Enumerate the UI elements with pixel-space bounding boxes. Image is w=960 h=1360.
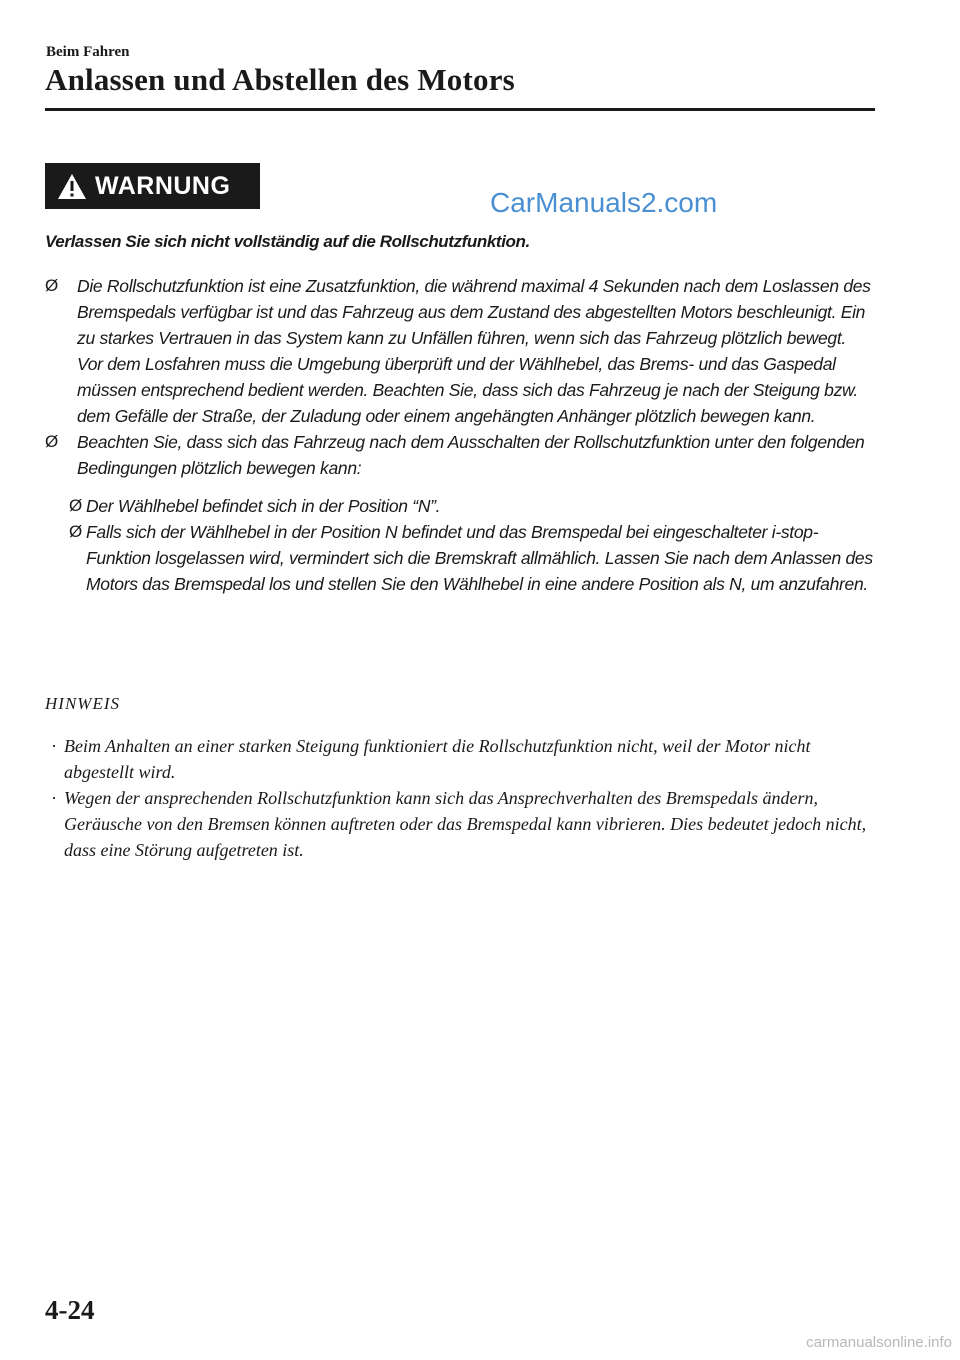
warning-triangle-icon: [57, 173, 87, 200]
watermark-text: CarManuals2.com: [490, 187, 718, 218]
warning-sub-item: [69, 519, 875, 597]
arrow-bullet-icon: Ø: [45, 432, 58, 451]
warning-item-text: Beachten Sie, dass sich das Fahrzeug nach dem Ausschalten der Rollschutzfunktion unter den folgenden Bedingungen plötzlich bewegen kann:: [77, 432, 865, 478]
warning-label: WARNUNG: [95, 171, 231, 200]
note-heading: HINWEIS: [45, 694, 120, 713]
page-number: 4-24: [45, 1295, 95, 1325]
note-item-text: Beim Anhalten an einer starken Steigung funktioniert die Rollschutzfunktion nicht, weil der Motor nicht abgestellt wird.: [64, 736, 811, 782]
warning-heading: Verlassen Sie sich nicht vollständig auf die Rollschutzfunktion.: [45, 232, 530, 251]
title-divider: [45, 108, 875, 111]
bullet-dot: ·: [51, 788, 57, 808]
warning-badge: [45, 163, 260, 209]
note-item: [45, 785, 875, 863]
warning-sub-item: [69, 493, 875, 519]
page-title: Anlassen und Abstellen des Motors: [45, 62, 515, 97]
arrow-bullet-icon: Ø: [45, 276, 58, 295]
warning-sub-item-text: Falls sich der Wählhebel in der Position N befindet und das Bremspedal bei eingeschalteter i-stop-Funktion losgelassen wird, vermindert sich die Bremskraft allmählich. Lassen Sie nach dem Anlassen des Motors das Bremspedal los und stellen Sie den Wählhebel in eine andere Position als N, um anzufahren.: [86, 522, 873, 594]
warning-body: [45, 273, 875, 597]
arrow-bullet-icon: Ø: [69, 522, 82, 541]
section-label: Beim Fahren: [46, 44, 130, 60]
footer-site-link[interactable]: carmanualsonline.info: [806, 1334, 952, 1351]
note-list: [45, 733, 875, 863]
arrow-bullet-icon: Ø: [69, 496, 82, 515]
bullet-dot: ·: [51, 736, 57, 756]
warning-item: [45, 429, 875, 481]
warning-sub-item-text: Der Wählhebel befindet sich in der Position “N”.: [86, 496, 441, 516]
warning-item: [45, 273, 875, 429]
warning-item-text: Die Rollschutzfunktion ist eine Zusatzfunktion, die während maximal 4 Sekunden nach dem Loslassen des Bremspedals verfügbar ist und das Fahrzeug aus dem Zustand des abgestellten Motors beschleunigt. Ein zu starkes Vertrauen in das System kann zu Unfällen führen, wenn sich das Fahrzeug plötzlich bewegt. Vor dem Losfahren muss die Umgebung überprüft und der Wählhebel, das Brems- und das Gaspedal müssen entsprechend bedient werden. Beachten Sie, dass sich das Fahrzeug je nach der Steigung bzw. dem Gefälle der Straße, der Zuladung oder einem angehängten Anhänger plötzlich bewegen kann.: [77, 276, 871, 426]
note-item-text: Wegen der ansprechenden Rollschutzfunktion kann sich das Ansprechverhalten des Bremspedals ändern, Geräusche von den Bremsen können auftreten oder das Bremspedal kann vibrieren. Dies bedeutet jedoch nicht, dass eine Störung aufgetreten ist.: [64, 788, 867, 860]
warning-sub-list: [45, 493, 875, 597]
note-item: [45, 733, 875, 785]
